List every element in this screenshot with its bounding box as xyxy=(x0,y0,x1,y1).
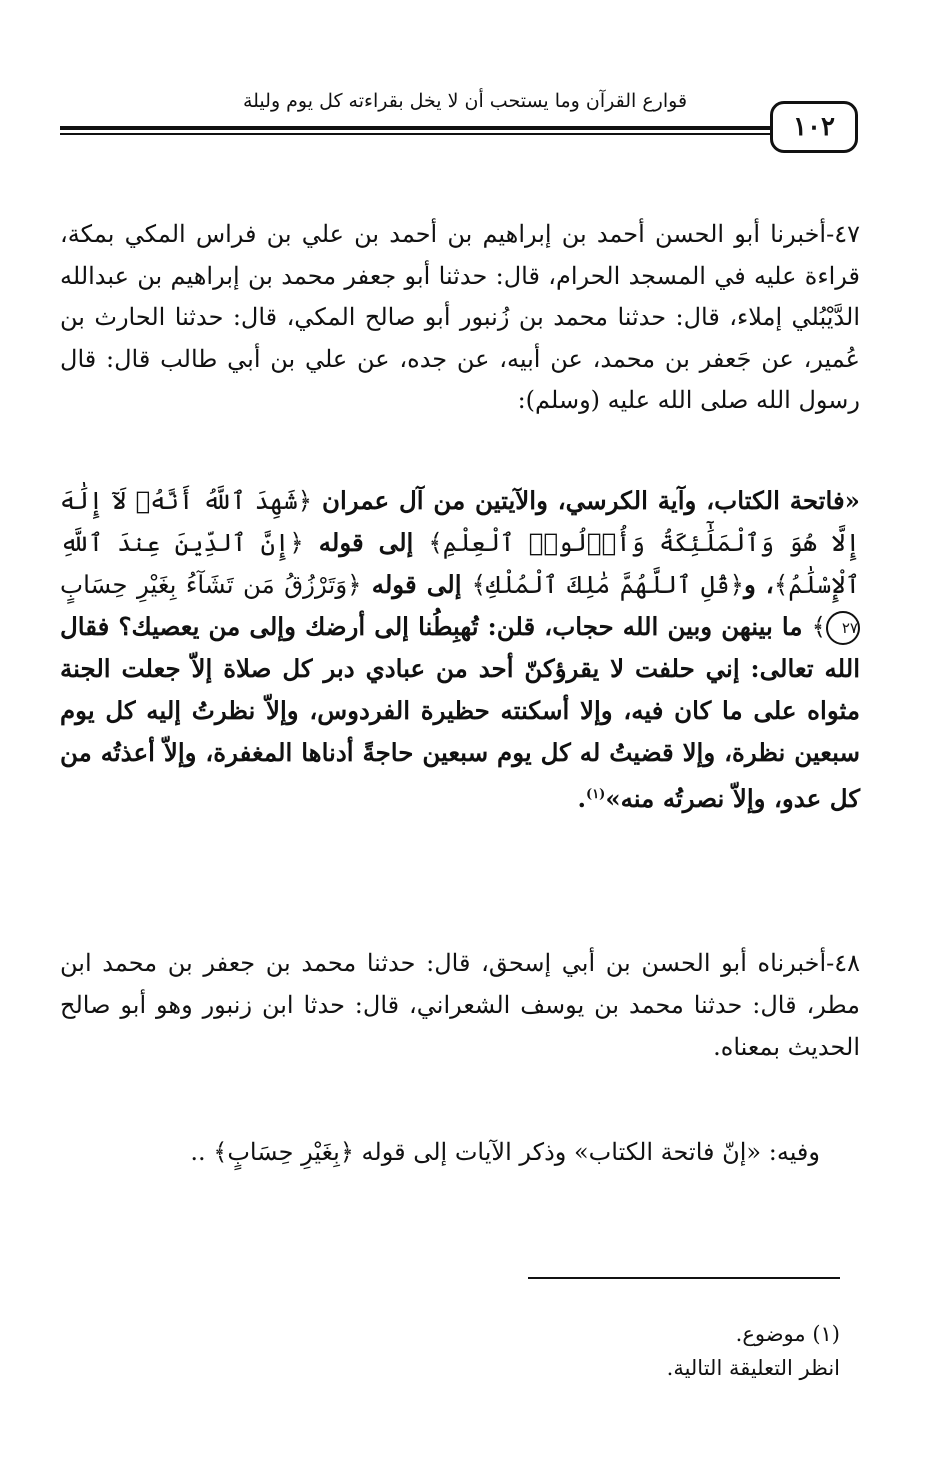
page-number: ١٠٢ xyxy=(770,101,858,153)
note-text-end: .. xyxy=(190,1138,206,1166)
quran-bracket-open: ﴿ xyxy=(339,1138,354,1166)
paragraph-hadith-48: ٤٨-أخبرناه أبو الحسن بن أبي إسحق، قال: حدثنا محمد بن جعفر بن محمد ابن مطر، قال: حدثنا محمد بن يوسف الشعراني، قال: حدثا ابن زنبور وهو أبو صالح الحديث بمعناه. xyxy=(60,949,861,1061)
quran-bracket-close: ﴾ xyxy=(811,611,826,641)
quran-verse: بِغَيْرِ حِسَابٍ xyxy=(227,1138,340,1166)
paragraph-hadith-47: ٤٧-أخبرنا أبو الحسن أحمد بن إبراهيم بن أحمد بن علي بن فراس المكي بمكة، قراءة عليه في المسجد الحرام، قال: حدثنا أبو جعفر محمد بن إبراهيم بن عبدالله الدَّيْبُلي إملاء، قال: حدثنا محمد بن زُنبور أبو صالح المكي، قال: حدثنا الحارث بن عُمير، عن جَعفر بن محمد، عن أبيه، عن جده، عن علي بن أبي طالب قال: قال رسول الله صلى الله عليه (وسلم): xyxy=(60,220,860,414)
hadith-text-part: ما بينهن وبين الله حجاب، قلن: تُهبِطُنا إلى أرضك وإلى من يعصيك؟ فقال الله تعالى: إني حلفت لا يقرؤكنّ أحد من عبادي دبر كل صلاة إلاّ جعلت الجنة مثواه على ما كان فيه، وإلا أسكنته حظيرة الفردوس، وإلاّ نظرتُ إليه كل يوم سبعين نظرة، وإلا قضيتُ له كل يوم سبعين حاجةً أدناها المغفرة، وإلاّ أعذتُه من كل عدو، وإلاّ نصرتُه منه» xyxy=(60,611,860,813)
paragraph-hadith-text xyxy=(60,480,860,820)
quran-bracket-open: ﴿ xyxy=(297,485,313,515)
hadith-text-end: . xyxy=(577,783,587,813)
hadith-text-part: إلى قوله xyxy=(318,527,414,557)
footnotes xyxy=(340,1317,840,1385)
quran-bracket-close: ﴾ xyxy=(428,527,443,557)
hadith-text-part: ، و xyxy=(743,569,774,599)
quran-bracket-open: ﴿ xyxy=(729,569,744,599)
quran-verse: إِنَّ ٱلدِّينَ عِندَ ٱللَّهِ ٱلْإِسْلَٰمُ xyxy=(60,527,860,599)
hadith-text-part: «فاتحة الكتاب، وآية الكرسي، والآيتين من آل عمران xyxy=(322,485,860,515)
quran-bracket-close: ﴾ xyxy=(773,569,789,599)
footnote-separator xyxy=(528,1277,840,1279)
ayah-number-marker: ٢٧ xyxy=(826,611,860,645)
quran-verse: قُلِ ٱللَّهُمَّ مَٰلِكَ ٱلْمُلْكِ xyxy=(486,569,730,599)
quran-bracket-open: ﴿ xyxy=(289,527,304,557)
running-header-title: قوارع القرآن وما يستحب أن لا يخل بقراءته كل يوم وليلة xyxy=(242,90,688,112)
quran-verse: شَهِدَ ٱللَّهُ أَنَّهُۥ لَآ إِلَٰهَ إِلَّا هُوَ وَٱلْمَلَٰٓئِكَةُ وَأُو۟لُوا۟ ٱلْعِلْمِ xyxy=(60,485,860,557)
quran-bracket-open: ﴿ xyxy=(347,569,362,599)
hadith-text-part: إلى قوله xyxy=(371,569,462,599)
footnote-1: (١) موضوع. xyxy=(735,1322,840,1346)
quran-verse: وَتَرْزُقُ مَن تَشَآءُ بِغَيْرِ حِسَابٍ xyxy=(60,569,348,599)
paragraph-note xyxy=(60,1132,820,1172)
footnote-reference: (١) xyxy=(586,786,606,802)
quran-bracket-close: ﴾ xyxy=(213,1138,228,1166)
footnote-2: انظر التعليقة التالية. xyxy=(666,1356,840,1380)
header-rule xyxy=(60,126,770,135)
quran-bracket-close: ﴾ xyxy=(471,569,487,599)
note-text: وفيه: «إنّ فاتحة الكتاب» وذكر الآيات إلى قوله xyxy=(361,1138,820,1166)
